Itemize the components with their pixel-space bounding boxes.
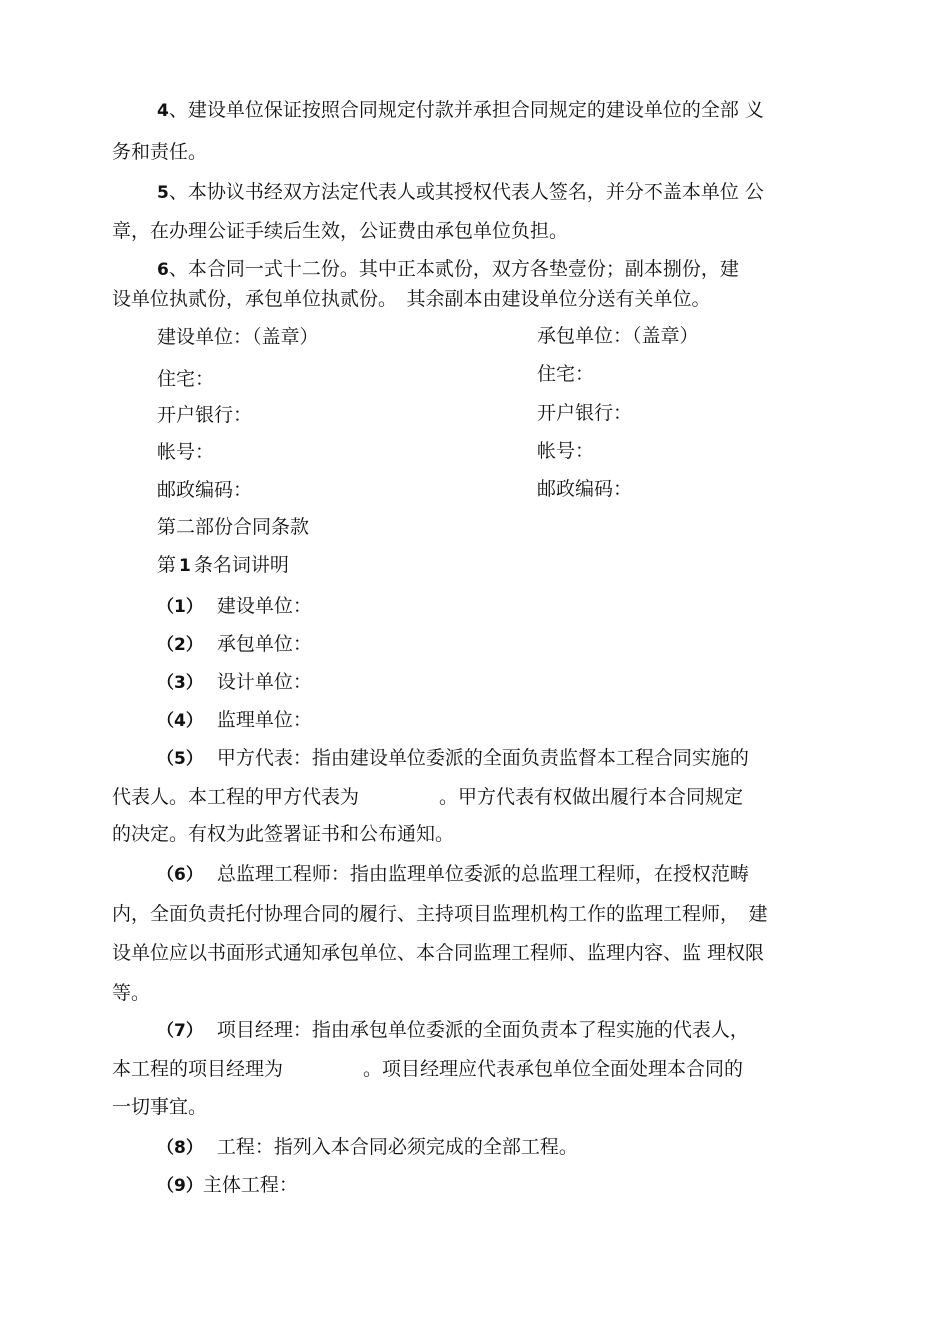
term-2	[157, 632, 312, 657]
term-5-line2	[112, 785, 743, 809]
term-7-line2-start: 本工程的项目经理为	[112, 1058, 284, 1080]
term-7-line3: 一切事宜。	[112, 1096, 208, 1118]
term-1-text: 建设单位：	[216, 595, 312, 617]
term-1	[157, 594, 312, 619]
term-7-line2	[112, 1057, 743, 1081]
term-8-number: （8）	[157, 1138, 203, 1158]
term-6-number: （6）	[157, 865, 203, 885]
term-5-line2-end: 。甲方代表有权做出履行本合同规定	[439, 786, 744, 808]
left-address-label: 住宅：	[157, 368, 215, 390]
para4-line2: 务和责任。	[112, 141, 208, 163]
term-5-line3: 的决定。有权为此签署证书和公布通知。	[112, 823, 455, 845]
article1-prefix: 第	[157, 554, 177, 576]
term-4-number: （4）	[157, 711, 203, 731]
term-4-text: 监理单位：	[216, 709, 312, 731]
para5-number: 5	[157, 183, 169, 203]
right-postcode-label: 邮政编码：	[537, 478, 633, 500]
term-7-number: （7）	[157, 1021, 203, 1041]
part2-title: 第二部份合同条款	[157, 516, 310, 538]
left-account-label: 帐号：	[157, 441, 215, 463]
left-postcode-label: 邮政编码：	[157, 479, 253, 501]
term-4	[157, 708, 312, 733]
para6-line1	[157, 257, 739, 282]
term-9-number: （9）	[157, 1176, 203, 1196]
article1-suffix: 条名词讲明	[193, 554, 289, 576]
para4-line1	[157, 98, 764, 123]
article1-heading	[157, 553, 289, 578]
term-8	[157, 1135, 578, 1160]
term-5-number: （5）	[157, 749, 203, 769]
right-party-label: 承包单位：（盖章）	[537, 325, 699, 347]
term-6-text: 总监理工程师：指由监理单位委派的总监理工程师，在授权范畴	[216, 863, 749, 885]
term-2-text: 承包单位：	[216, 633, 312, 655]
para6-line2: 设单位执贰份，承包单位执贰份。 其余副本由建设单位分送有关单位。	[112, 288, 711, 310]
term-9-text: 主体工程：	[202, 1174, 298, 1196]
term-7-line2-end: 。项目经理应代表承包单位全面处理本合同的	[363, 1058, 744, 1080]
term-2-number: （2）	[157, 635, 203, 655]
para5-line2: 章，在办理公证手续后生效，公证费由承包单位负担。	[112, 220, 569, 242]
term-7-text: 项目经理：指由承包单位委派的全面负责本了程实施的代表人，	[216, 1019, 749, 1041]
term-6-line4: 等。	[112, 982, 151, 1004]
article1-number: 1	[179, 556, 191, 576]
term-8-text: 工程：指列入本合同必须完成的全部工程。	[216, 1136, 578, 1158]
term-6-line1	[157, 862, 749, 887]
term-3-number: （3）	[157, 673, 203, 693]
para4-number: 4	[157, 101, 169, 121]
right-bank-label: 开户银行：	[537, 402, 633, 424]
term-5-text: 甲方代表：指由建设单位委派的全面负责监督本工程合同实施的	[216, 747, 749, 769]
term-5-line1	[157, 746, 749, 771]
term-3-text: 设计单位：	[216, 671, 312, 693]
para6-number: 6	[157, 260, 169, 280]
term-5-line2-start: 代表人。本工程的甲方代表为	[112, 786, 360, 808]
term-7-line1	[157, 1018, 749, 1043]
left-party-label: 建设单位：（盖章）	[157, 326, 319, 348]
right-account-label: 帐号：	[537, 440, 595, 462]
term-1-number: （1）	[157, 597, 203, 617]
para5-text: 、本协议书经双方法定代表人或其授权代表人签名，并分不盖本单位 公	[168, 181, 764, 203]
term-6-line2: 内，全面负责托付协理合同的履行、主持项目监理机构工作的监理工程师， 建	[112, 903, 768, 925]
term-9	[157, 1173, 298, 1198]
para4-text: 、建设单位保证按照合同规定付款并承担合同规定的建设单位的全部 义	[168, 99, 764, 121]
term-3	[157, 670, 312, 695]
term-6-line3: 设单位应以书面形式通知承包单位、本合同监理工程师、监理内容、监 理权限	[112, 942, 765, 964]
para6-text: 、本合同一式十二份。其中正本贰份，双方各垫壹份；副本捌份，建	[168, 258, 739, 280]
para5-line1	[157, 180, 764, 205]
left-bank-label: 开户银行：	[157, 404, 253, 426]
right-address-label: 住宅：	[537, 363, 595, 385]
